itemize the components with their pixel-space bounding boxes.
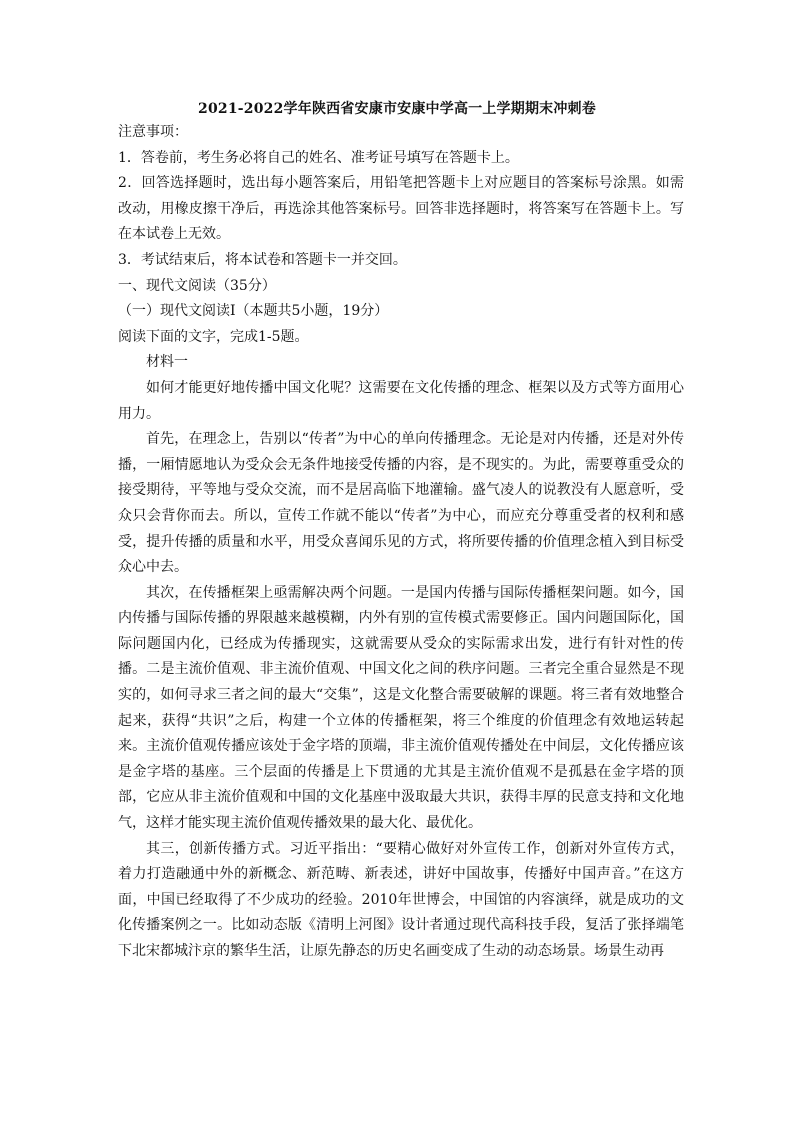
paragraph-3: 其次，在传播框架上亟需解决两个问题。一是国内传播与国际传播框架问题。如今，国内传播与国际传播的界限越来越模糊，内外有别的宣传模式需要修正。国内问题国际化，国际问题国内化，已经成为传播现实，这就需要从受众的实际需求出发，进行有针对性的传播。二是主流价值观、非主流价值观、中国文化之间的秩序问题。三者完全重合显然是不现实的，如何寻求三者之间的最大“交集”，这是文化整合需要破解的课题。将三者有效地整合起来，获得“共识”之后，构建一个立体的传播框架，将三个维度的价值理念有效地运转起来。主流价值观传播应该处于金字塔的顶端，非主流价值观传播处在中间层，文化传播应该是金字塔的基座。三个层面的传播是上下贯通的尤其是主流价值观不是孤悬在金字塔的顶部，它应从非主流价值观和中国的文化基座中汲取最大共识，获得丰厚的民意支持和文化地气，这样才能实现主流价值观传播效果的最大化、最优化。 [118,584,684,832]
material-label: 材料一 [146,354,188,371]
paragraph-1: 如何才能更好地传播中国文化呢？这需要在文化传播的理念、框架以及方式等方面用心用力。 [118,379,684,422]
section-title: 一、现代文阅读（35分） [118,277,276,294]
document-body [118,120,684,965]
paragraph-2: 首先，在理念上，告别以“传者”为中心的单向传播理念。无论是对内传播，还是对外传播，一厢情愿地认为受众会无条件地接受传播的内容，是不现实的。为此，需要尊重受众的接受期待，平等地与受众交流，而不是居高临下地灌输。盛气凌人的说教没有人愿意听，受众只会背你而去。所以，宣传工作就不能以“传者”为中心，而应充分尊重受者的权利和感受，提升传播的质量和水平，用受众喜闻乐见的方式，将所要传播的价值理念植入到目标受众心中去。 [118,431,684,576]
notice-header: 注意事项： [118,124,188,140]
notice-item-3: 3．考试结束后，将本试卷和答题卡一并交回。 [118,251,407,268]
notice-item-1: 1．答卷前，考生务必将自己的姓名、准考证号填写在答题卡上。 [118,149,519,166]
paragraph-4: 其三，创新传播方式。习近平指出：“要精心做好对外宣传工作，创新对外宣传方式，着力打造融通中外的新概念、新范畴、新表述，讲好中国故事，传播好中国声音。”在这方面，中国已经取得了不少成功的经验。2010年世博会，中国馆的内容演绎，就是成功的文化传播案例之一。比如动态版《清明上河图》设计者通过现代高科技手段，复活了张择端笔下北宋都城汴京的繁华生活，让原先静态的历史名画变成了生动的动态场景。场景生动再 [118,840,684,959]
instruction: 阅读下面的文字，完成1-5题。 [118,328,309,345]
notice-item-2: 2．回答选择题时，选出每小题答案后，用铅笔把答题卡上对应题目的答案标号涂黑。如需改动，用橡皮擦干净后，再选涂其他答案标号。回答非选择题时，将答案写在答题卡上。写在本试卷上无效。 [118,175,684,243]
page-title: 2021-2022学年陕西省安康市安康中学高一上学期期末冲刺卷 [198,101,596,117]
subsection-title: （一）现代文阅读Ⅰ（本题共5小题，19分） [118,303,389,320]
